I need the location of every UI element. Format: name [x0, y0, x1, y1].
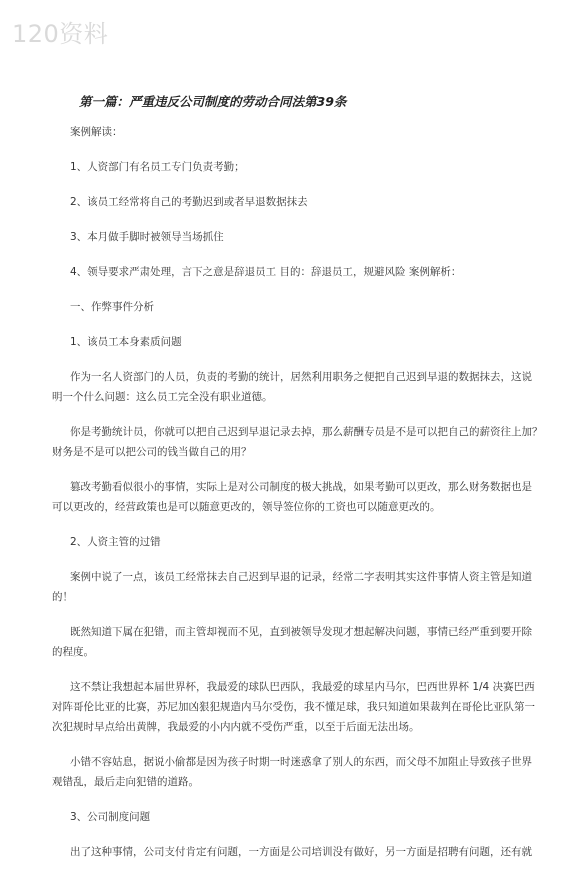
paragraph: [52, 622, 532, 662]
paragraph-line: 观错乱，最后走向犯错的道路。: [52, 776, 199, 788]
paragraph: [70, 842, 532, 862]
subsection-heading: 1、该员工本身素质问题: [70, 336, 182, 348]
paragraph-line: 作为一名人资部门的人员，负责的考勤的统计，居然利用职务之便把自己迟到早退的数据抹去，这说: [70, 371, 532, 383]
paragraph-line: 你是考勤统计员，你就可以把自己迟到早退记录去掉，那么薪酬专员是不是可以把自己的薪资往上加？: [70, 426, 543, 438]
list-item: 1、人资部门有名员工专门负责考勤；: [70, 161, 245, 173]
paragraph: [52, 477, 532, 517]
section-label: 案例解读：: [70, 126, 123, 138]
paragraph-line: 次犯规时早点给出黄牌，我最爱的小内内就不受伤严重，以至于后面无法出场。: [52, 721, 420, 733]
list-item: 2、该员工经常将自己的考勤迟到或者早退数据抹去: [70, 196, 308, 208]
paragraph-line: 案例中说了一点，该员工经常抹去自己迟到早退的记录，经常二字表明其实这件事情人资主管是知道: [70, 571, 532, 583]
paragraph: [52, 367, 532, 407]
section-heading: 一、作弊事件分析: [70, 301, 154, 313]
paragraph: [52, 677, 535, 737]
paragraph-line: 的程度。: [52, 646, 94, 658]
paragraph-line: 对阵哥伦比亚的比赛，苏尼加凶狠犯规造内马尔受伤，我不懂足球，我只知道如果裁判在哥伦比亚队第一: [52, 701, 535, 713]
paragraph-line: 的！: [52, 591, 73, 603]
paragraph-line: 这不禁让我想起本届世界杯，我最爱的球队巴西队，我最爱的球星内马尔，巴西世界杯 1/4 决赛巴西: [70, 681, 535, 693]
paragraph-line: 既然知道下属在犯错，而主管却视而不见，直到被领导发现才想起解决问题，事情已经严重到要开除: [70, 626, 532, 638]
paragraph-line: 出了这种事情，公司支付肯定有问题，一方面是公司培训没有做好，另一方面是招聘有问题，还有就: [70, 846, 532, 858]
paragraph: [52, 567, 532, 607]
watermark-logo: 120资料: [12, 20, 109, 48]
paragraph: [52, 422, 543, 462]
paragraph-line: 财务是不是可以把公司的钱当做自己的用？: [52, 446, 252, 458]
document-body: [52, 122, 543, 877]
subsection-heading: 3、公司制度问题: [70, 811, 151, 823]
document-title: 第一篇：严重违反公司制度的劳动合同法第39条: [79, 94, 347, 109]
subsection-heading: 2、人资主管的过错: [70, 536, 161, 548]
paragraph: [52, 752, 532, 792]
paragraph-line: 小错不容姑息，据说小偷都是因为孩子时期一时迷惑拿了别人的东西，而父母不加阻止导致孩子世界: [70, 756, 532, 768]
list-item: 3、本月做手脚时被领导当场抓住: [70, 231, 224, 243]
paragraph-line: 可以更改的，经营政策也是可以随意更改的，领导签位你的工资也可以随意更改的。: [52, 501, 441, 513]
paragraph-line: 篡改考勤看似很小的事情，实际上是对公司制度的极大挑战，如果考勤可以更改，那么财务数据也是: [70, 481, 532, 493]
list-item: 4、领导要求严肃处理，言下之意是辞退员工 目的：辞退员工，规避风险 案例解析：: [70, 266, 462, 278]
paragraph-line: 明一个什么问题：这么员工完全没有职业道德。: [52, 391, 273, 403]
